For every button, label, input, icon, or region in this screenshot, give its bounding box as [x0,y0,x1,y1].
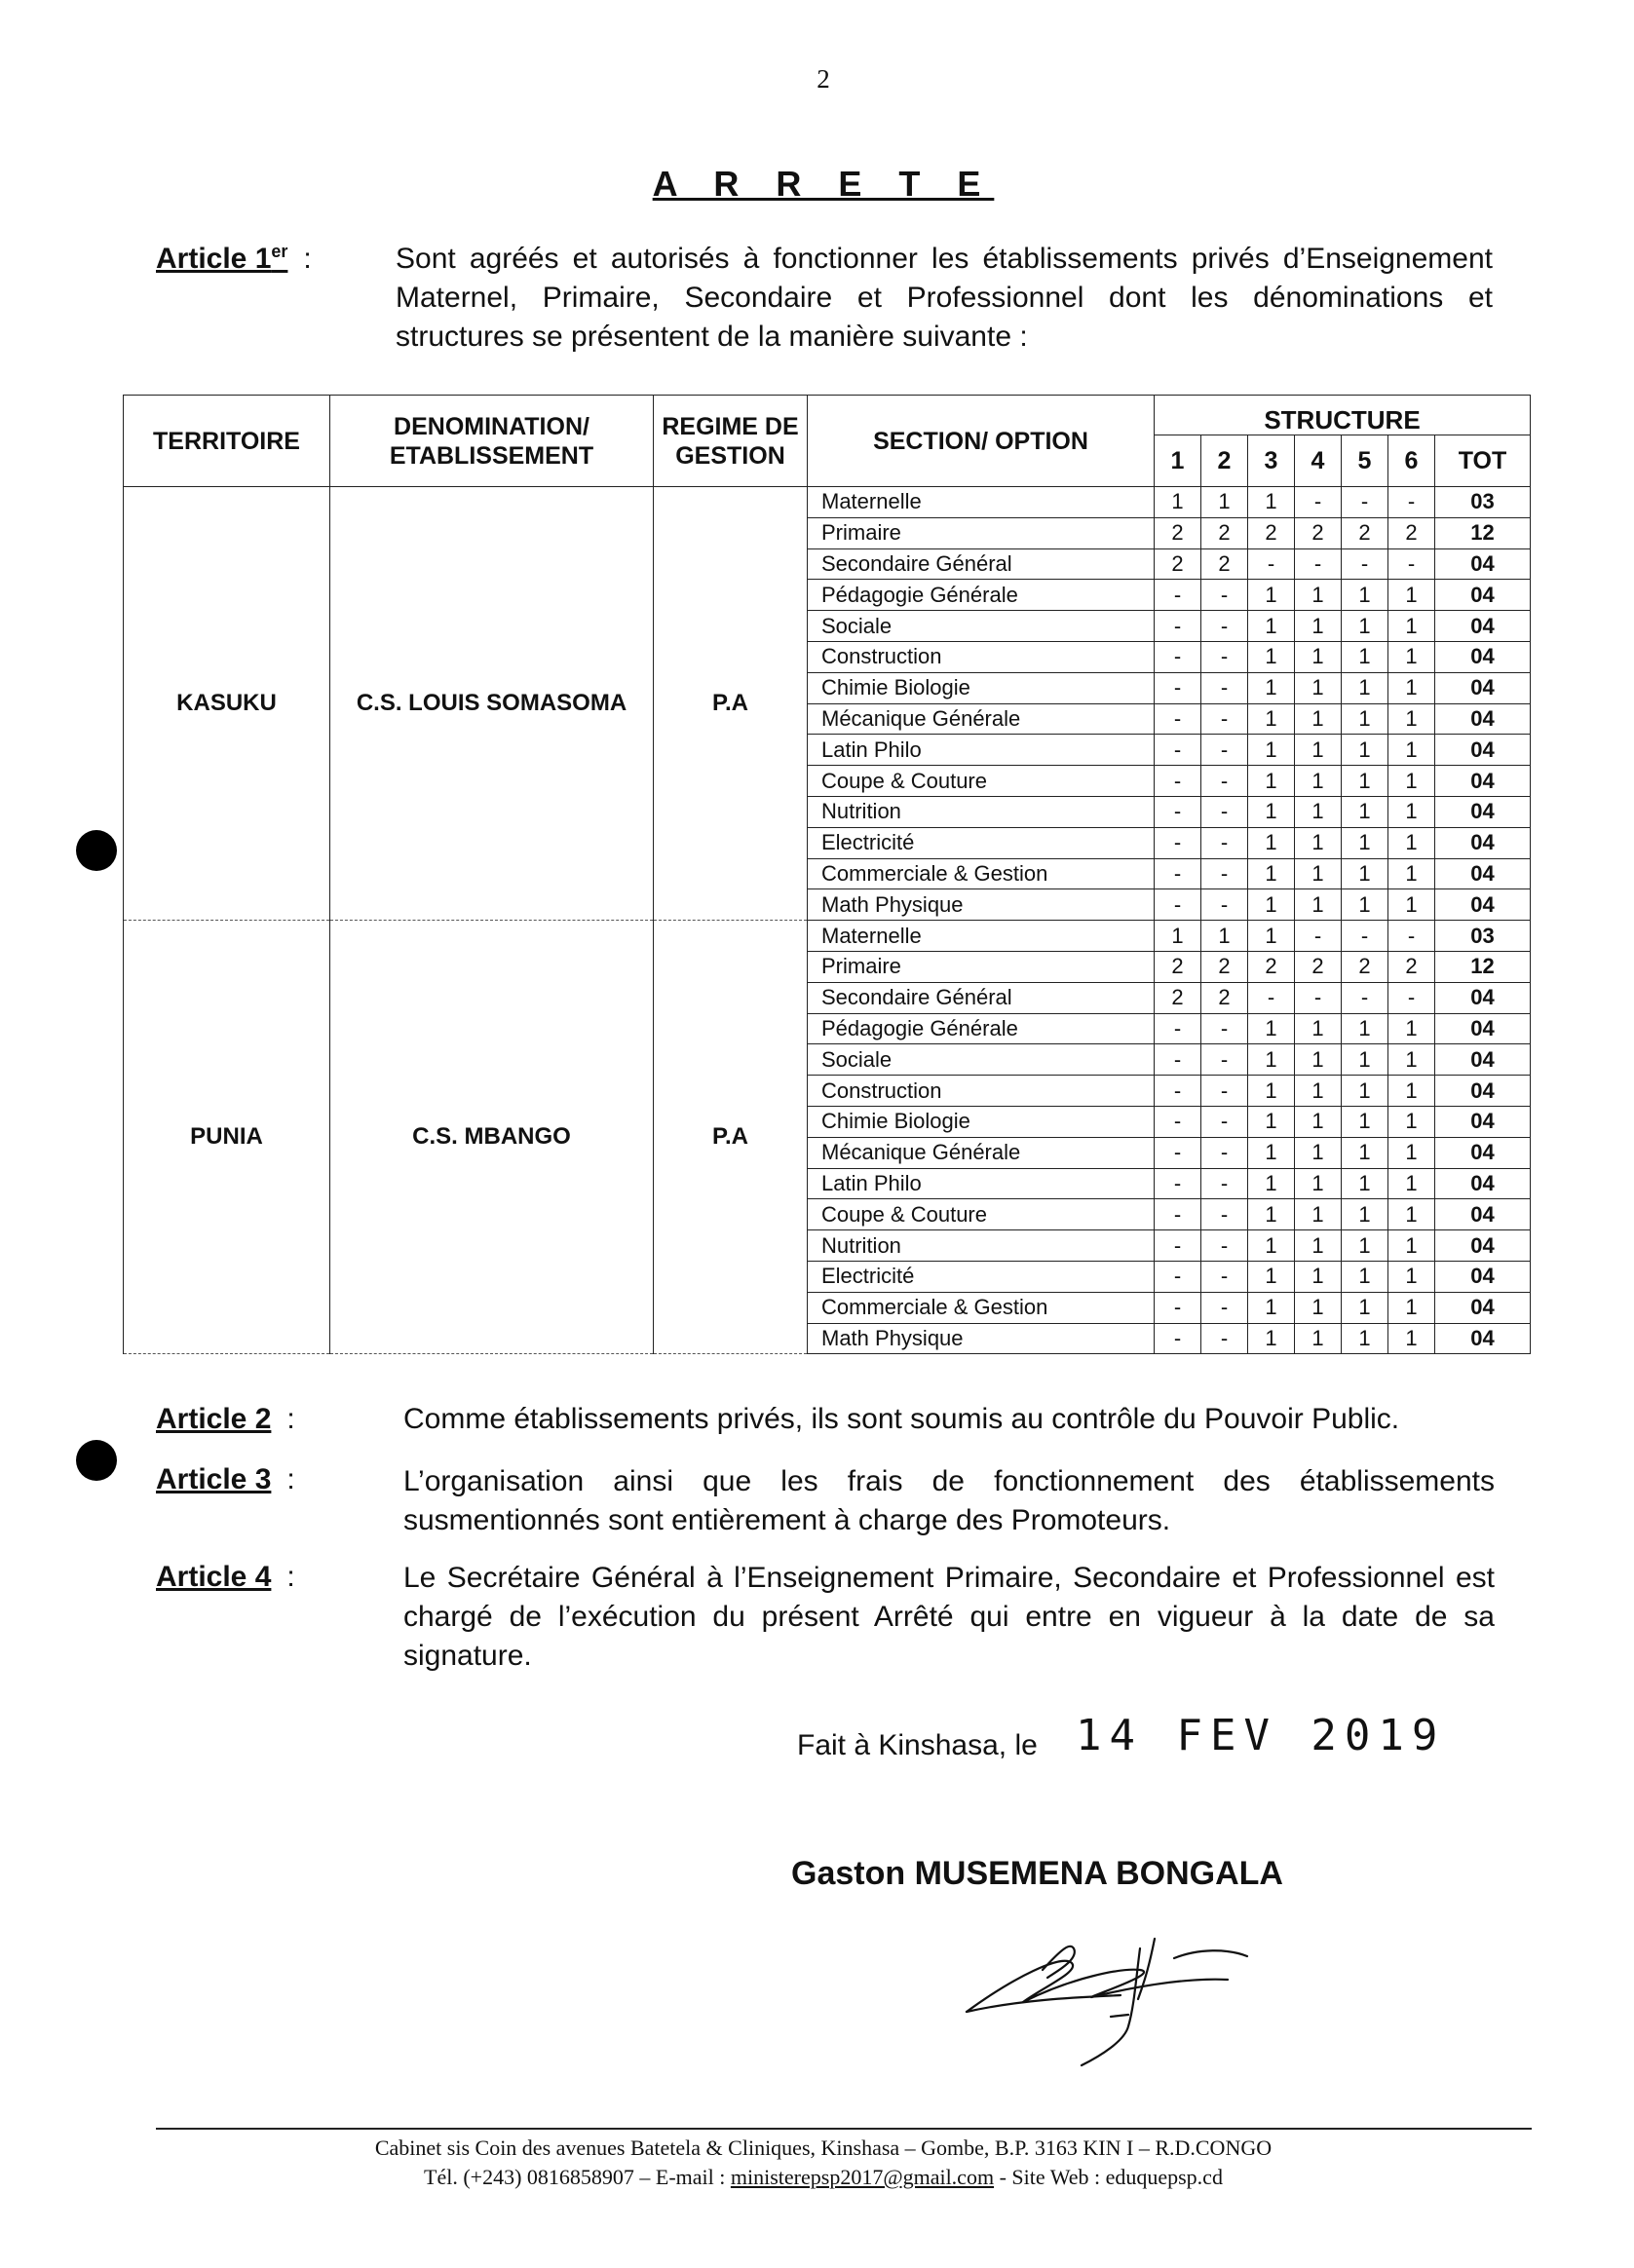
structure-level-cell: - [1155,580,1201,611]
section-option-cell: Secondaire Général [808,548,1155,580]
structure-level-cell: - [1155,672,1201,703]
structure-level-cell: 1 [1295,766,1342,797]
structure-level-cell: 1 [1342,796,1388,827]
structure-level-cell: - [1155,1230,1201,1262]
section-option-cell: Sociale [808,1044,1155,1076]
structure-level-cell: 2 [1155,517,1201,548]
footer-contact: Tél. (+243) 0816858907 – E-mail : ministerepsp2017@gmail.com - Site Web : eduquepsp.cd [424,2165,1223,2189]
structure-level-cell: - [1155,1106,1201,1137]
section-option-cell: Nutrition [808,1230,1155,1262]
structure-level-cell: 1 [1342,1076,1388,1107]
header-tot: TOT [1435,435,1531,487]
section-option-cell: Sociale [808,611,1155,642]
structure-level-cell: 1 [1248,580,1295,611]
structure-level-cell: 1 [1388,672,1435,703]
total-cell: 04 [1435,1044,1531,1076]
structure-level-cell: - [1155,1168,1201,1199]
article-1-text: Sont agréés et autorisés à fonctionner les établissements privés d’Enseignement Maternel, Primaire, Secondaire et Professionnel dont les dénominations et structures se présentent de la manière suivante : [396,243,1493,353]
footer-divider [156,2128,1532,2130]
table-row [124,487,1531,518]
structure-level-cell: - [1155,1199,1201,1230]
structure-level-cell: - [1201,1261,1248,1292]
structure-level-cell: 1 [1248,858,1295,889]
date-stamp: 14 FEV 2019 [1076,1711,1446,1760]
total-cell: 04 [1435,672,1531,703]
structure-level-cell: - [1201,641,1248,672]
total-cell: 04 [1435,1106,1531,1137]
structure-level-cell: - [1155,766,1201,797]
structure-level-cell: 1 [1342,1013,1388,1044]
section-option-cell: Pédagogie Générale [808,580,1155,611]
header-level-1: 1 [1155,435,1201,487]
structure-level-cell: - [1388,548,1435,580]
structure-level-cell: 2 [1342,951,1388,982]
structure-level-cell: 1 [1201,921,1248,952]
structure-level-cell: 1 [1295,580,1342,611]
structure-level-cell: 1 [1248,889,1295,921]
structure-level-cell: 1 [1248,672,1295,703]
structure-level-cell: 1 [1248,641,1295,672]
structure-level-cell: 1 [1248,1076,1295,1107]
structure-level-cell: 1 [1248,703,1295,735]
section-option-cell: Secondaire Général [808,982,1155,1013]
structure-level-cell: 1 [1295,1076,1342,1107]
article-3-text: L’organisation ainsi que les frais de fonctionnement des établissements susmentionnés sont entièrement à charge des Promoteurs. [403,1465,1495,1536]
structure-level-cell: - [1342,982,1388,1013]
section-option-cell: Mécanique Générale [808,703,1155,735]
section-option-cell: Chimie Biologie [808,672,1155,703]
article-4-label: Article 4 : [156,1561,295,1593]
structure-level-cell: 1 [1388,1292,1435,1323]
structure-level-cell: 1 [1342,1292,1388,1323]
structure-level-cell: 1 [1295,1044,1342,1076]
structure-level-cell: - [1155,703,1201,735]
structure-level-cell: 1 [1342,766,1388,797]
structure-level-cell: 1 [1388,1044,1435,1076]
section-option-cell: Commerciale & Gestion [808,1292,1155,1323]
header-level-3: 3 [1248,435,1295,487]
total-cell: 03 [1435,487,1531,518]
total-cell: 04 [1435,889,1531,921]
article-3-label: Article 3 : [156,1463,295,1495]
structure-level-cell: - [1201,1168,1248,1199]
structure-level-cell: - [1201,1044,1248,1076]
structure-level-cell: - [1248,548,1295,580]
article-4-text: Le Secrétaire Général à l’Enseignement Primaire, Secondaire et Professionnel est chargé de l’exécution du présent Arrêté qui entre en vigueur à la date de sa signature. [403,1562,1495,1672]
structure-level-cell: - [1155,641,1201,672]
structure-level-cell: - [1155,1137,1201,1168]
structure-level-cell: - [1201,1013,1248,1044]
total-cell: 12 [1435,517,1531,548]
structure-level-cell: 1 [1295,1323,1342,1354]
structure-level-cell: 2 [1295,517,1342,548]
structure-level-cell: 1 [1342,827,1388,858]
structure-level-cell: - [1248,982,1295,1013]
structure-level-cell: 1 [1388,827,1435,858]
section-option-cell: Latin Philo [808,735,1155,766]
signatory-name: Gaston MUSEMENA BONGALA [791,1855,1283,1892]
section-option-cell: Electricité [808,1261,1155,1292]
structure-level-cell: 1 [1248,1137,1295,1168]
structure-level-cell: 1 [1342,858,1388,889]
structure-level-cell: 1 [1295,1261,1342,1292]
total-cell: 04 [1435,766,1531,797]
section-option-cell: Primaire [808,951,1155,982]
total-cell: 12 [1435,951,1531,982]
structure-level-cell: 1 [1295,1137,1342,1168]
article-2-label: Article 2 : [156,1403,295,1435]
structure-level-cell: 1 [1248,735,1295,766]
structure-level-cell: 1 [1388,1230,1435,1262]
structure-level-cell: 1 [1295,827,1342,858]
structure-level-cell: 1 [1388,703,1435,735]
structure-level-cell: - [1342,921,1388,952]
place-date-label: Fait à Kinshasa, le [797,1729,1038,1761]
structure-level-cell: 1 [1388,735,1435,766]
section-option-cell: Construction [808,1076,1155,1107]
structure-level-cell: 1 [1155,487,1201,518]
structure-level-cell: - [1295,548,1342,580]
structure-level-cell: 1 [1295,703,1342,735]
structure-level-cell: 1 [1342,641,1388,672]
footer-address: Cabinet sis Coin des avenues Batetela & Cliniques, Kinshasa – Gombe, B.P. 3163 KIN I – R.D.CONGO [374,2136,1273,2160]
table-header [124,396,1531,487]
structure-level-cell: - [1201,611,1248,642]
header-level-5: 5 [1342,435,1388,487]
structure-level-cell: 1 [1342,889,1388,921]
structure-level-cell: 1 [1388,1261,1435,1292]
section-option-cell: Latin Philo [808,1168,1155,1199]
footer-email-link[interactable]: ministerepsp2017@gmail.com [730,2165,995,2189]
regime-cell: P.A [654,921,808,1354]
header-regime: REGIME DE GESTION [654,396,808,487]
total-cell: 04 [1435,641,1531,672]
structure-level-cell: 2 [1248,517,1295,548]
structure-level-cell: - [1155,858,1201,889]
structure-level-cell: 1 [1388,1013,1435,1044]
structure-level-cell: 1 [1248,921,1295,952]
total-cell: 04 [1435,548,1531,580]
structure-level-cell: 2 [1155,951,1201,982]
section-option-cell: Coupe & Couture [808,1199,1155,1230]
header-level-6: 6 [1388,435,1435,487]
structure-level-cell: 1 [1342,1230,1388,1262]
section-option-cell: Math Physique [808,889,1155,921]
structure-level-cell: 1 [1342,1199,1388,1230]
structure-level-cell: 1 [1342,1168,1388,1199]
header-level-4: 4 [1295,435,1342,487]
structure-level-cell: 1 [1342,611,1388,642]
structure-level-cell: 1 [1155,921,1201,952]
structure-level-cell: 1 [1295,672,1342,703]
structure-level-cell: - [1155,1323,1201,1354]
total-cell: 04 [1435,1323,1531,1354]
structure-level-cell: 2 [1388,951,1435,982]
article-2-text: Comme établissements privés, ils sont soumis au contrôle du Pouvoir Public. [403,1403,1400,1435]
punch-hole-upper [76,830,117,871]
structure-level-cell: 1 [1388,889,1435,921]
structure-level-cell: - [1201,580,1248,611]
table-body [124,487,1531,1354]
structure-level-cell: 1 [1295,858,1342,889]
etablissement-cell: C.S. LOUIS SOMASOMA [330,487,654,921]
punch-hole-lower [76,1440,117,1481]
territoire-cell: PUNIA [124,921,330,1354]
page-number: 2 [817,64,830,94]
structure-level-cell: 1 [1248,611,1295,642]
total-cell: 04 [1435,735,1531,766]
structure-level-cell: 2 [1201,517,1248,548]
territoire-cell: KASUKU [124,487,330,921]
structure-level-cell: 1 [1248,1323,1295,1354]
structure-level-cell: 1 [1388,1106,1435,1137]
establishments-table [123,395,1531,1354]
structure-level-cell: 1 [1295,1292,1342,1323]
total-cell: 04 [1435,1230,1531,1262]
section-option-cell: Commerciale & Gestion [808,858,1155,889]
structure-level-cell: - [1201,1199,1248,1230]
structure-level-cell: - [1155,796,1201,827]
header-denomination: DENOMINATION/ ETABLISSEMENT [330,396,654,487]
structure-level-cell: - [1342,487,1388,518]
section-option-cell: Primaire [808,517,1155,548]
total-cell: 04 [1435,827,1531,858]
structure-level-cell: 1 [1248,1292,1295,1323]
total-cell: 04 [1435,1292,1531,1323]
section-option-cell: Electricité [808,827,1155,858]
structure-level-cell: 1 [1342,735,1388,766]
total-cell: 04 [1435,580,1531,611]
header-level-2: 2 [1201,435,1248,487]
total-cell: 04 [1435,1168,1531,1199]
structure-level-cell: 2 [1248,951,1295,982]
structure-level-cell: - [1295,921,1342,952]
structure-level-cell: 1 [1295,1013,1342,1044]
structure-level-cell: 2 [1155,982,1201,1013]
structure-level-cell: 1 [1342,1137,1388,1168]
structure-level-cell: 1 [1388,1076,1435,1107]
section-option-cell: Coupe & Couture [808,766,1155,797]
structure-level-cell: 1 [1388,796,1435,827]
structure-level-cell: - [1155,1044,1201,1076]
structure-level-cell: 1 [1248,1106,1295,1137]
structure-level-cell: 1 [1388,1323,1435,1354]
structure-level-cell: 1 [1248,1168,1295,1199]
structure-level-cell: 2 [1201,951,1248,982]
structure-level-cell: 1 [1342,1261,1388,1292]
structure-level-cell: 1 [1248,1199,1295,1230]
structure-level-cell: 1 [1201,487,1248,518]
structure-level-cell: - [1155,1292,1201,1323]
structure-level-cell: 1 [1248,1261,1295,1292]
structure-level-cell: 1 [1248,1013,1295,1044]
structure-level-cell: - [1155,1013,1201,1044]
structure-level-cell: 1 [1388,1199,1435,1230]
structure-level-cell: 1 [1342,1323,1388,1354]
structure-level-cell: - [1155,611,1201,642]
total-cell: 04 [1435,1076,1531,1107]
structure-level-cell: - [1201,1106,1248,1137]
section-option-cell: Maternelle [808,921,1155,952]
structure-level-cell: 1 [1248,796,1295,827]
structure-level-cell: 1 [1342,703,1388,735]
section-option-cell: Nutrition [808,796,1155,827]
structure-level-cell: 1 [1295,1199,1342,1230]
total-cell: 04 [1435,703,1531,735]
total-cell: 04 [1435,982,1531,1013]
structure-level-cell: - [1201,1323,1248,1354]
section-option-cell: Construction [808,641,1155,672]
total-cell: 04 [1435,1137,1531,1168]
header-territoire: TERRITOIRE [124,396,330,487]
structure-level-cell: - [1388,487,1435,518]
structure-level-cell: 1 [1388,611,1435,642]
structure-level-cell: - [1388,921,1435,952]
structure-level-cell: - [1201,1137,1248,1168]
structure-level-cell: 1 [1388,580,1435,611]
structure-level-cell: 2 [1388,517,1435,548]
structure-level-cell: 1 [1342,1106,1388,1137]
structure-level-cell: - [1201,672,1248,703]
structure-level-cell: - [1342,548,1388,580]
total-cell: 04 [1435,611,1531,642]
header-structure: STRUCTURE [1155,396,1531,435]
structure-level-cell: - [1201,703,1248,735]
total-cell: 04 [1435,858,1531,889]
structure-level-cell: 1 [1388,641,1435,672]
structure-level-cell: 1 [1342,672,1388,703]
section-option-cell: Maternelle [808,487,1155,518]
structure-level-cell: 1 [1342,1044,1388,1076]
structure-level-cell: 1 [1295,1168,1342,1199]
structure-level-cell: 1 [1248,487,1295,518]
structure-level-cell: - [1155,1261,1201,1292]
etablissement-cell: C.S. MBANGO [330,921,654,1354]
section-option-cell: Chimie Biologie [808,1106,1155,1137]
structure-level-cell: 1 [1248,827,1295,858]
structure-level-cell: - [1201,1076,1248,1107]
total-cell: 03 [1435,921,1531,952]
total-cell: 04 [1435,796,1531,827]
structure-level-cell: - [1201,1292,1248,1323]
section-option-cell: Mécanique Générale [808,1137,1155,1168]
total-cell: 04 [1435,1261,1531,1292]
structure-level-cell: - [1201,858,1248,889]
structure-level-cell: 1 [1295,735,1342,766]
structure-level-cell: - [1201,1230,1248,1262]
structure-level-cell: - [1201,796,1248,827]
header-section: SECTION/ OPTION [808,396,1155,487]
structure-level-cell: - [1388,982,1435,1013]
structure-level-cell: - [1201,766,1248,797]
structure-level-cell: - [1201,827,1248,858]
structure-level-cell: 1 [1388,766,1435,797]
structure-level-cell: 1 [1388,858,1435,889]
structure-level-cell: 2 [1155,548,1201,580]
structure-level-cell: 1 [1295,889,1342,921]
structure-level-cell: - [1201,889,1248,921]
structure-level-cell: 2 [1201,548,1248,580]
structure-level-cell: - [1155,827,1201,858]
handwritten-signature [955,1909,1267,2075]
structure-level-cell: 1 [1295,641,1342,672]
structure-level-cell: - [1201,735,1248,766]
structure-level-cell: 1 [1295,796,1342,827]
section-option-cell: Pédagogie Générale [808,1013,1155,1044]
structure-level-cell: 1 [1388,1168,1435,1199]
total-cell: 04 [1435,1199,1531,1230]
document-title: A R R E T E [652,164,995,204]
structure-level-cell: 2 [1342,517,1388,548]
structure-level-cell: - [1295,487,1342,518]
structure-level-cell: 1 [1248,766,1295,797]
structure-level-cell: 2 [1295,951,1342,982]
structure-level-cell: 1 [1295,1106,1342,1137]
structure-level-cell: - [1155,1076,1201,1107]
total-cell: 04 [1435,1013,1531,1044]
structure-level-cell: 1 [1295,611,1342,642]
structure-level-cell: 1 [1248,1044,1295,1076]
structure-level-cell: 1 [1388,1137,1435,1168]
structure-level-cell: 1 [1295,1230,1342,1262]
structure-level-cell: 1 [1342,580,1388,611]
structure-level-cell: - [1155,889,1201,921]
section-option-cell: Math Physique [808,1323,1155,1354]
article-1-label: Article 1er : [156,242,312,275]
structure-level-cell: - [1295,982,1342,1013]
regime-cell: P.A [654,487,808,921]
table-row [124,921,1531,952]
structure-level-cell: 1 [1248,1230,1295,1262]
structure-level-cell: 2 [1201,982,1248,1013]
structure-level-cell: - [1155,735,1201,766]
